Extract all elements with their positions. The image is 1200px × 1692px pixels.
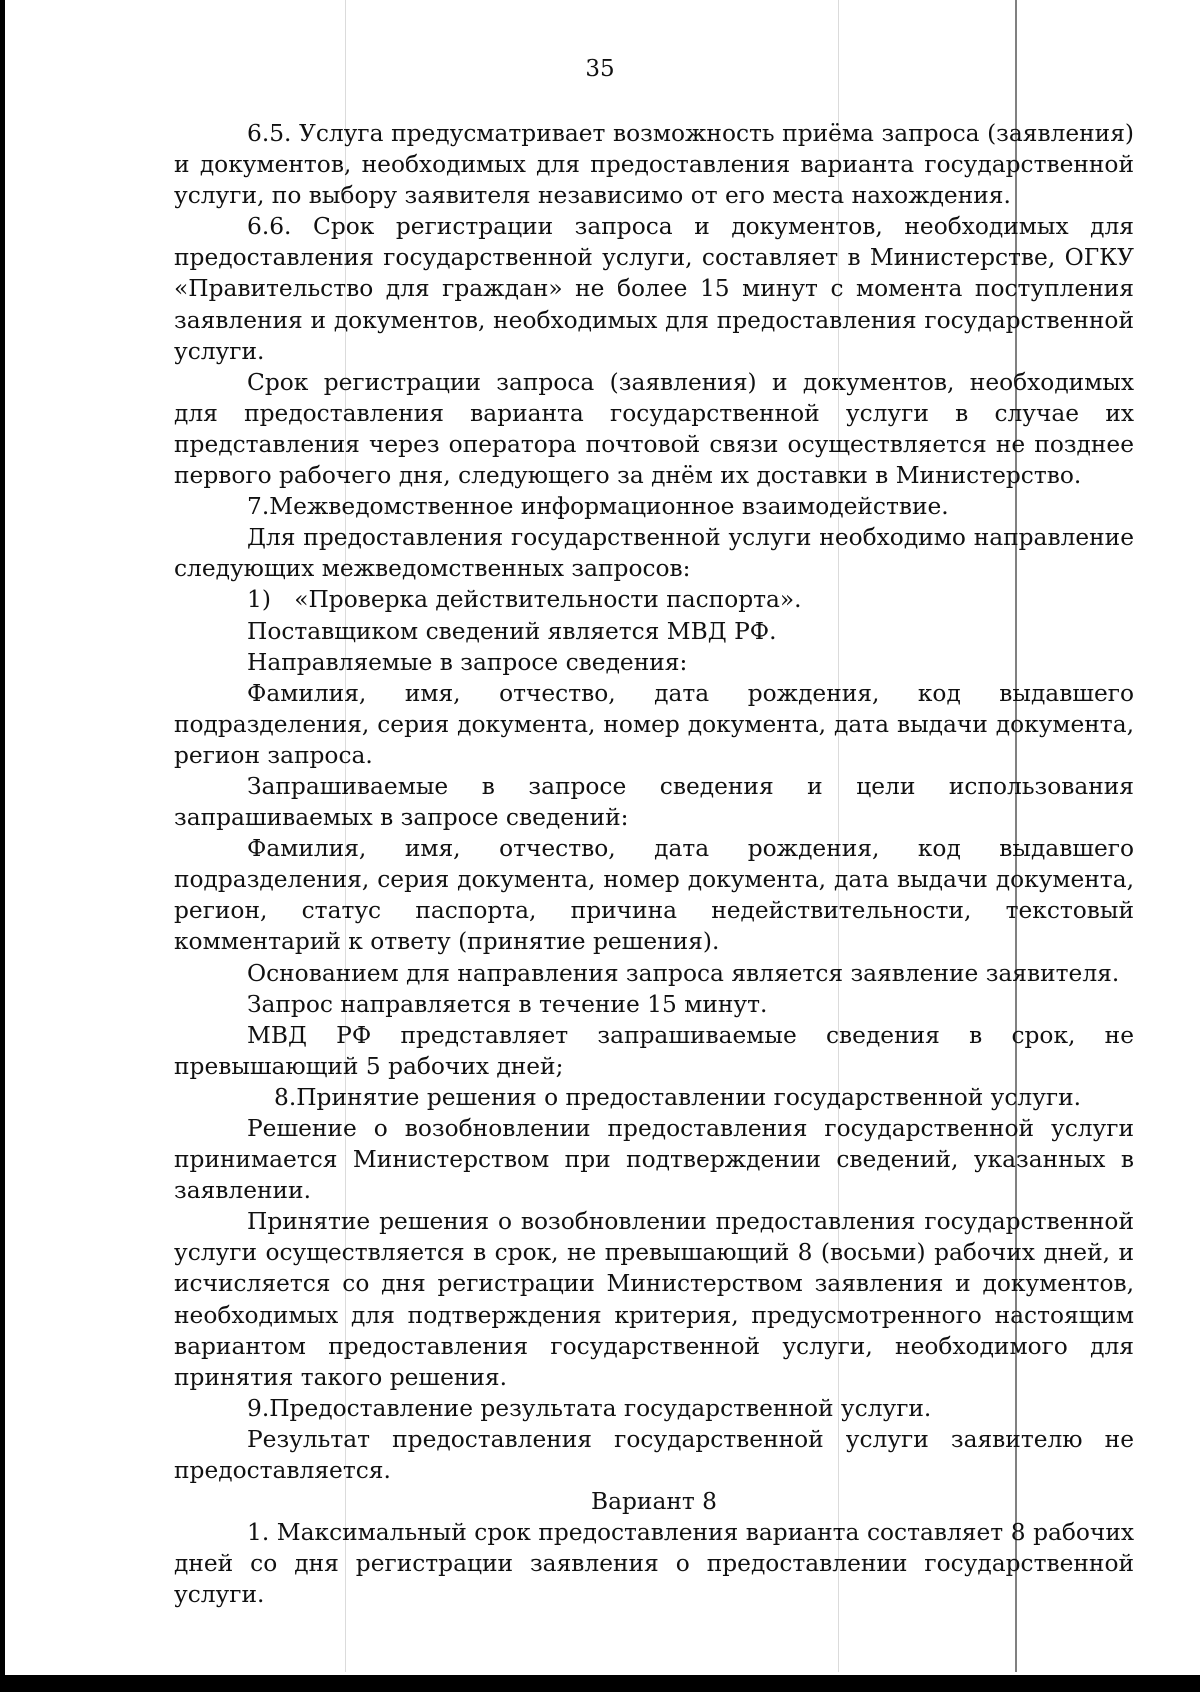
- paragraph-supplier: Поставщиком сведений является МВД РФ.: [247, 617, 777, 645]
- variant-heading: Вариант 8: [591, 1488, 717, 1516]
- paragraph-decision-term: Принятие решения о возобновлении предоставления государственной услуги осуществляется в срок, не превышающий 8 (восьми) рабочих дней, и исчисляется со дня регистрации Министерством заявления и документов, необходимых для подтверждения критерия, предусмотренного настоящим вариантом предоставления государственной услуги, необходимого для принятия такого решения.: [174, 1208, 1134, 1391]
- paragraph-decision: Решение о возобновлении предоставления государственной услуги принимается Министерством при подтверждении сведений, указанных в заявлении.: [174, 1115, 1134, 1205]
- paragraph-6-5: 6.5. Услуга предусматривает возможность приёма запроса (заявления) и документов, необходимых для предоставления варианта государственной услуги, по выбору заявителя независимо от его места нахождения.: [174, 120, 1134, 210]
- scan-bottom-bar: [0, 1675, 1200, 1692]
- paragraph-sent-info: Направляемые в запросе сведения:: [247, 648, 688, 676]
- paragraph-requested-fields: Фамилия, имя, отчество, дата рождения, код выдавшего подразделения, серия документа, номер документа, дата выдачи документа, регион, статус паспорта, причина недействительности, текстовый комментарий к ответу (принятие решения).: [174, 835, 1134, 956]
- paragraph-result: Результат предоставления государственной услуги заявителю не предоставляется.: [174, 1425, 1134, 1485]
- paragraph-sent-fields: Фамилия, имя, отчество, дата рождения, код выдавшего подразделения, серия документа, номер документа, дата выдачи документа, регион запроса.: [174, 679, 1134, 769]
- page-number: 35: [585, 56, 615, 82]
- paragraph-interagency-requests: Для предоставления государственной услуги необходимо направление следующих межведомственных запросов:: [174, 524, 1134, 583]
- scan-left-edge: [0, 0, 5, 1675]
- paragraph-max-term: 1. Максимальный срок предоставления варианта составляет 8 рабочих дней со дня регистрации заявления о предоставлении государственной услуги.: [174, 1519, 1134, 1609]
- paragraph-response-time: МВД РФ представляет запрашиваемые сведения в срок, не превышающий 5 рабочих дней;: [174, 1021, 1134, 1080]
- paragraph-6-6: 6.6. Срок регистрации запроса и документов, необходимых для предоставления государственной услуги, составляет в Министерстве, ОГКУ «Правительство для граждан» не более 15 минут с момента поступления заявления и документов, необходимых для предоставления государственной услуги.: [174, 213, 1134, 365]
- section-heading-7: 7.Межведомственное информационное взаимодействие.: [247, 493, 949, 521]
- section-heading-9: 9.Предоставление результата государственной услуги.: [247, 1394, 932, 1422]
- paragraph-request-time: Запрос направляется в течение 15 минут.: [247, 990, 768, 1018]
- paragraph-requested-info: Запрашиваемые в запросе сведения и цели использования запрашиваемых в запросе сведений:: [174, 772, 1134, 832]
- list-item-1: 1) «Проверка действительности паспорта».: [247, 586, 802, 614]
- paragraph-basis: Основанием для направления запроса является заявление заявителя.: [247, 959, 1120, 987]
- paragraph-registration-term: Срок регистрации запроса (заявления) и документов, необходимых для предоставления варианта государственной услуги в случае их представления через оператора почтовой связи осуществляется не позднее первого рабочего дня, следующего за днём их доставки в Министерство.: [174, 368, 1134, 490]
- document-body: [174, 118, 1134, 1611]
- section-heading-8: 8.Принятие решения о предоставлении государственной услуги.: [274, 1083, 1082, 1111]
